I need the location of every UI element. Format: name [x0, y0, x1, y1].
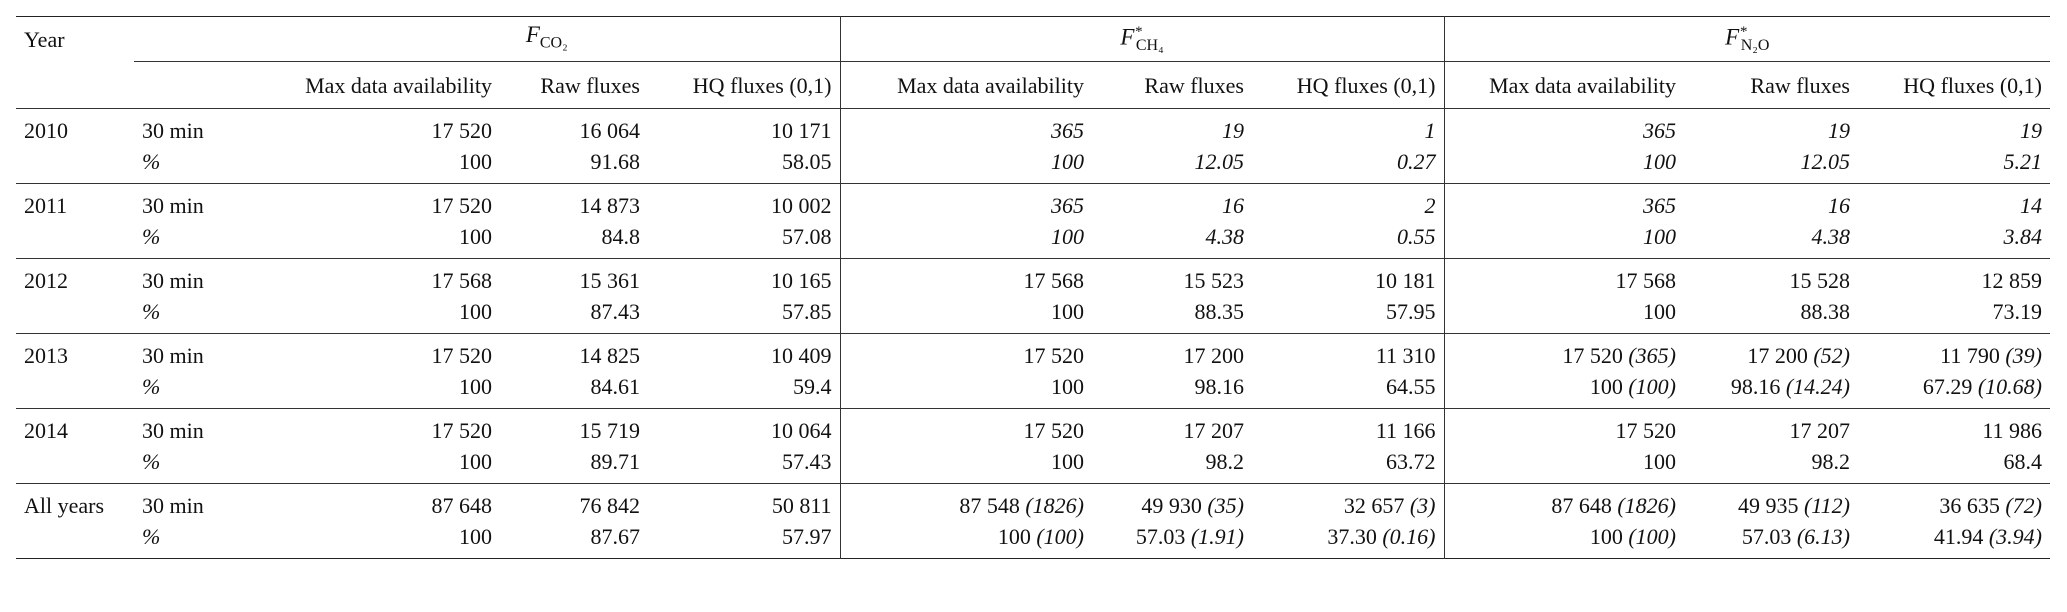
unit-cell: % [142, 149, 161, 175]
table-row: % 100 87.43 57.85 100 88.35 57.95 100 88.38 73.19 [16, 296, 2050, 334]
unit-cell: 30 min [134, 409, 254, 447]
table-row: % 100 87.67 57.97 100 (100) 57.03 (1.91) 37.30 (0.16) 100 (100) 57.03 (6.13) 41.94 (3.94) [16, 521, 2050, 559]
column-header: Max data availability [840, 62, 1092, 109]
column-header: HQ fluxes (0,1) [648, 62, 840, 109]
table-row: 2012 30 min 17 568 15 361 10 165 17 568 15 523 10 181 17 568 15 528 12 859 [16, 259, 2050, 297]
table-row: % 100 84.8 57.08 100 4.38 0.55 100 4.38 3.84 [16, 221, 2050, 259]
table-row: % 100 84.61 59.4 100 98.16 64.55 100 (100) 98.16 (14.24) 67.29 (10.68) [16, 371, 2050, 409]
unit-cell: 30 min [134, 184, 254, 222]
unit-cell: % [142, 374, 161, 400]
column-header: Raw fluxes [1092, 62, 1252, 109]
unit-cell: % [142, 524, 161, 550]
column-header: Max data availability [254, 62, 500, 109]
table-row: All years 30 min 87 648 76 842 50 811 87 548 (1826) 49 930 (35) 32 657 (3) 87 648 (1826) 49 935 (112) 36 635 (72) [16, 484, 2050, 522]
column-header: HQ fluxes (0,1) [1858, 62, 2050, 109]
column-header-row [16, 62, 2050, 109]
year-header: Year [16, 17, 134, 62]
column-header: Raw fluxes [1684, 62, 1858, 109]
year-cell: 2013 [16, 334, 134, 372]
unit-cell: 30 min [134, 484, 254, 522]
group-header-co2: $F_{CO_2}$ [254, 17, 840, 62]
table-row: 2011 30 min 17 520 14 873 10 002 365 16 2 365 16 14 [16, 184, 2050, 222]
year-cell: 2012 [16, 259, 134, 297]
group-header-row [16, 17, 2050, 62]
column-header: Max data availability [1444, 62, 1684, 109]
year-cell: 2011 [16, 184, 134, 222]
group-header-ch4: $F^*_{CH_4}$ [840, 17, 1444, 62]
unit-cell: % [142, 224, 161, 250]
table-row: 2010 30 min 17 520 16 064 10 171 365 19 1 365 19 19 [16, 109, 2050, 147]
table-row: % 100 89.71 57.43 100 98.2 63.72 100 98.2 68.4 [16, 446, 2050, 484]
flux-data-table [16, 16, 2050, 559]
unit-cell: 30 min [134, 334, 254, 372]
unit-cell: % [142, 299, 161, 325]
column-header: Raw fluxes [500, 62, 648, 109]
table-row: % 100 91.68 58.05 100 12.05 0.27 100 12.05 5.21 [16, 146, 2050, 184]
year-cell: 2014 [16, 409, 134, 447]
table-row: 2013 30 min 17 520 14 825 10 409 17 520 17 200 11 310 17 520 (365) 17 200 (52) 11 790 (39) [16, 334, 2050, 372]
unit-cell: 30 min [134, 109, 254, 147]
unit-cell: 30 min [134, 259, 254, 297]
table-row: 2014 30 min 17 520 15 719 10 064 17 520 17 207 11 166 17 520 17 207 11 986 [16, 409, 2050, 447]
year-cell: All years [16, 484, 134, 522]
unit-cell: % [142, 449, 161, 475]
column-header: HQ fluxes (0,1) [1252, 62, 1444, 109]
group-header-n2o: $F^*_{N_2O}$ [1444, 17, 2050, 62]
year-cell: 2010 [16, 109, 134, 147]
